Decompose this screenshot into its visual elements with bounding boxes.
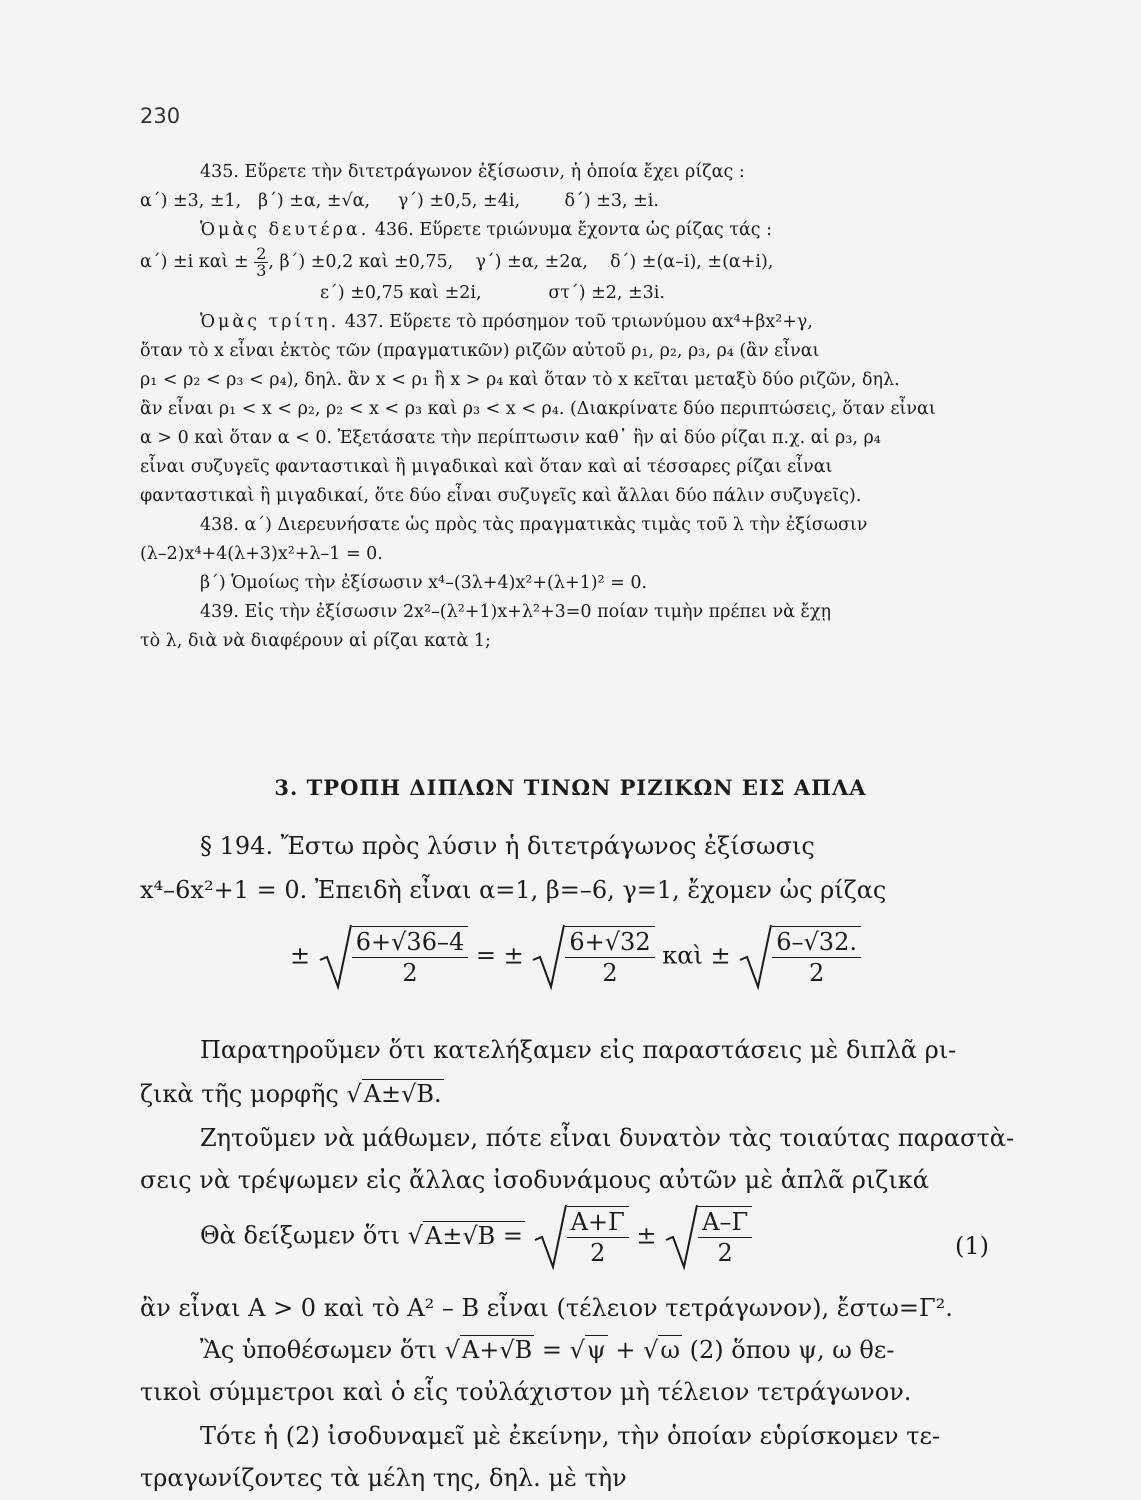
eq2-num-2: A–Γ: [698, 1207, 752, 1238]
exercise-436-a-pre: α΄) ±i καὶ ±: [140, 252, 249, 272]
eq1-radical-1: [318, 924, 468, 990]
eq2-pre: Θὰ δείξωμεν ὅτι: [200, 1221, 400, 1250]
s194-line-2: x⁴–6x²+1 = 0. Ἐπειδὴ εἶναι α=1, β=–6, γ=1, ἔχομεν ὡς ρίζας: [140, 876, 887, 904]
exercises-block: [140, 158, 1020, 656]
eq1-radical-2: [531, 924, 654, 990]
paragraph-4-plus: +: [615, 1336, 636, 1364]
exercise-438-l2: (λ–2)x⁴+4(λ+3)x²+λ–1 = 0.: [140, 544, 383, 564]
paragraph-4-line-1: Ἂς ὑποθέσωμεν ὅτι √A+√B = √ψ + √ω (2) ὅπου ψ, ω θε-: [200, 1336, 895, 1364]
exercise-436-intro: 436. Εὕρετε τριώνυμα ἔχοντα ὡς ρίζας τάς :: [374, 220, 773, 240]
exercise-439-l1: 439. Εἰς τὴν ἐξίσωσιν 2x²–(λ²+1)x+λ²+3=0 ποίαν τιμὴν πρέπει νὰ ἔχῃ: [200, 602, 831, 622]
paragraph-2-line-2: σεις νὰ τρέψωμεν εἰς ἄλλας ἰσοδυνάμους αὐτῶν μὲ ἁπλᾶ ριζικά: [140, 1166, 929, 1194]
exercise-437-l6: εἶναι συζυγεῖς φανταστικαὶ ἢ μιγαδικαὶ καὶ ὅταν καὶ αἱ τέσσαρες ρίζαι εἶναι: [140, 457, 833, 477]
eq1-den-3: 2: [808, 959, 825, 987]
eq2-den-2: 2: [717, 1239, 733, 1267]
eq2-label: (1): [955, 1232, 989, 1260]
exercise-437-l5: α > 0 καὶ ὅταν α < 0. Ἐξετάσατε τὴν περίπτωσιν καθ᾿ ἣν αἱ δύο ρίζαι π.χ. αἱ ρ₃, ρ₄: [140, 428, 881, 448]
eq1-and: καὶ ±: [662, 941, 731, 970]
paragraph-1-pre: ζικὰ τῆς μορφῆς: [140, 1080, 339, 1108]
paragraph-1-radical: A±√B.: [363, 1080, 442, 1108]
paragraph-5-line-2: τραγωνίζοντες τὰ μέλη της, δηλ. μὲ τὴν: [140, 1464, 627, 1492]
paragraph-2-line-1: Ζητοῦμεν νὰ μάθωμεν, πότε εἶναι δυνατὸν τὰς τοιαύτας παραστὰ-: [200, 1124, 1015, 1152]
exercise-437-l2: ὅταν τὸ x εἶναι ἐκτὸς τῶν (πραγματικῶν) ριζῶν αὐτοῦ ρ₁, ρ₂, ρ₃, ρ₄ (ἂν εἶναι: [140, 341, 820, 361]
equation-roots: [290, 924, 861, 990]
exercise-436-f: στ΄) ±2, ±3i.: [548, 283, 665, 303]
paragraph-4-radical: A+√B: [461, 1336, 533, 1364]
paragraph-4-line-2: τικοὶ σύμμετροι καὶ ὁ εἷς τοὐλάχιστον μὴ τέλειον τετράγωνον.: [140, 1378, 912, 1406]
exercise-438-l1: 438. α΄) Διερευνήσατε ὡς πρὸς τὰς πραγματικὰς τιμὰς τοῦ λ τὴν ἐξίσωσιν: [200, 515, 868, 535]
radical-sign-icon: [533, 1204, 567, 1270]
exercise-438-l3: β΄) Ὁμοίως τὴν ἐξίσωσιν x⁴–(3λ+4)x²+(λ+1)² = 0.: [200, 573, 648, 593]
exercise-435-d: δ΄) ±3, ±i.: [564, 191, 659, 211]
group-3-label: Ὁμὰς τρίτη.: [200, 312, 340, 332]
exercise-437-l4: ἂν εἶναι ρ₁ < x < ρ₂, ρ₂ < x < ρ₃ καὶ ρ₃ < x < ρ₄. (Διακρίνατε δύο περιπτώσεις, ὅταν εἶναι: [140, 399, 936, 419]
paragraph-4-psi: ψ: [586, 1336, 606, 1364]
paragraph-1-line-1: Παρατηροῦμεν ὅτι κατελήξαμεν εἰς παραστάσεις μὲ διπλᾶ ρι-: [200, 1036, 957, 1064]
group-2-label: Ὁμὰς δευτέρα.: [200, 220, 370, 240]
exercise-436-a-post: , β΄) ±0,2 καὶ ±0,75,: [268, 252, 454, 272]
exercise-436-d: δ΄) ±(α–i), ±(α+i),: [610, 252, 774, 272]
exercise-437-l7: φανταστικαὶ ἢ μιγαδικαί, ὅτε δύο εἶναι συζυγεῖς καὶ ἄλλαι δύο πάλιν συζυγεῖς).: [140, 486, 862, 506]
eq1-eq: = ±: [475, 941, 524, 970]
exercise-435-b: β΄) ±α, ±√α,: [257, 191, 371, 211]
eq1-num-2: 6+√32: [565, 927, 654, 958]
eq2-radical: A±√B =: [424, 1221, 524, 1250]
exercise-437-l3: ρ₁ < ρ₂ < ρ₃ < ρ₄), δηλ. ἂν x < ρ₁ ἢ x > ρ₄ καὶ ὅταν τὸ x κεῖται μεταξὺ δύο ριζῶν, δηλ.: [140, 370, 900, 390]
radical-sign-icon: [531, 924, 565, 990]
exercise-436-answers-2: [140, 279, 1020, 308]
eq2-radical-2: [664, 1204, 752, 1270]
eq2-pm: ±: [636, 1221, 657, 1250]
exercise-436-e: ε΄) ±0,75 καὶ ±2i,: [320, 283, 482, 303]
section-heading: 3. ΤΡΟΠΗ ΔΙΠΛΩΝ ΤΙΝΩΝ ΡΙΖΙΚΩΝ ΕΙΣ ΑΠΛΑ: [274, 775, 867, 800]
paragraph-4-post: (2) ὅπου ψ, ω θε-: [689, 1336, 895, 1364]
exercise-436-answers-1: [140, 245, 1020, 279]
exercise-436-intro-line: [140, 216, 1020, 245]
s194-line-1: § 194. Ἔστω πρὸς λύσιν ἡ διτετράγωνος ἐξίσωσις: [200, 832, 815, 860]
exercise-436-c: γ΄) ±α, ±2α,: [475, 252, 588, 272]
exercise-437-line-1: [140, 308, 1020, 337]
radical-sign-icon: [738, 924, 772, 990]
eq1-pm-1: ±: [290, 941, 311, 970]
exercise-435-answers: [140, 187, 1020, 216]
eq1-den-2: 2: [602, 959, 618, 987]
radical-sign-icon: [318, 924, 352, 990]
exercise-435-c: γ΄) ±0,5, ±4i,: [397, 191, 521, 211]
exercise-437-l1: 437. Εὕρετε τὸ πρόσημον τοῦ τριωνύμου αx⁴+βx²+γ,: [344, 312, 813, 332]
radical-sign-icon: [664, 1204, 698, 1270]
paragraph-4-pre: Ἂς ὑποθέσωμεν ὅτι: [200, 1336, 437, 1364]
exercise-436-fraction: [254, 246, 268, 279]
exercise-435-a: α΄) ±3, ±1,: [140, 191, 242, 211]
exercise-439-l2: τὸ λ, διὰ νὰ διαφέρουν αἱ ρίζαι κατὰ 1;: [140, 631, 491, 651]
exercise-436-fraction-num: 2: [256, 244, 267, 263]
eq1-num-1: 6+√36–4: [352, 927, 468, 958]
paragraph-4-omega: ω: [660, 1336, 680, 1364]
paragraph-1-line-2: ζικὰ τῆς μορφῆς √A±√B.: [140, 1080, 442, 1108]
paragraph-5-line-1: Τότε ἡ (2) ἰσοδυναμεῖ μὲ ἐκείνην, τὴν ὁποίαν εὑρίσκομεν τε-: [200, 1422, 941, 1450]
paragraph-4-eq: =: [541, 1336, 562, 1364]
exercise-435-intro: 435. Εὕρετε τὴν διτετράγωνον ἐξίσωσιν, ἡ ὁποία ἔχει ρίζας :: [200, 162, 745, 182]
eq2-den-1: 2: [590, 1239, 606, 1267]
eq1-radical-3: [738, 924, 861, 990]
page-number: 230: [140, 104, 181, 128]
eq1-den-1: 2: [402, 959, 418, 987]
paragraph-3: ἂν εἶναι A > 0 καὶ τὸ A² – B εἶναι (τέλειον τετράγωνον), ἔστω=Γ².: [140, 1294, 953, 1322]
eq2-num-1: A+Γ: [567, 1207, 629, 1238]
exercise-436-fraction-den: 3: [256, 261, 267, 280]
eq1-num-3: 6–√32.: [772, 927, 861, 958]
eq2-radical-1: [533, 1204, 629, 1270]
equation-1: Θὰ δείξωμεν ὅτι √A±√B = $\frac{A+\Gamma}{2}$ ± $\frac{A-\Gamma}{2}$: [140, 1204, 1020, 1270]
